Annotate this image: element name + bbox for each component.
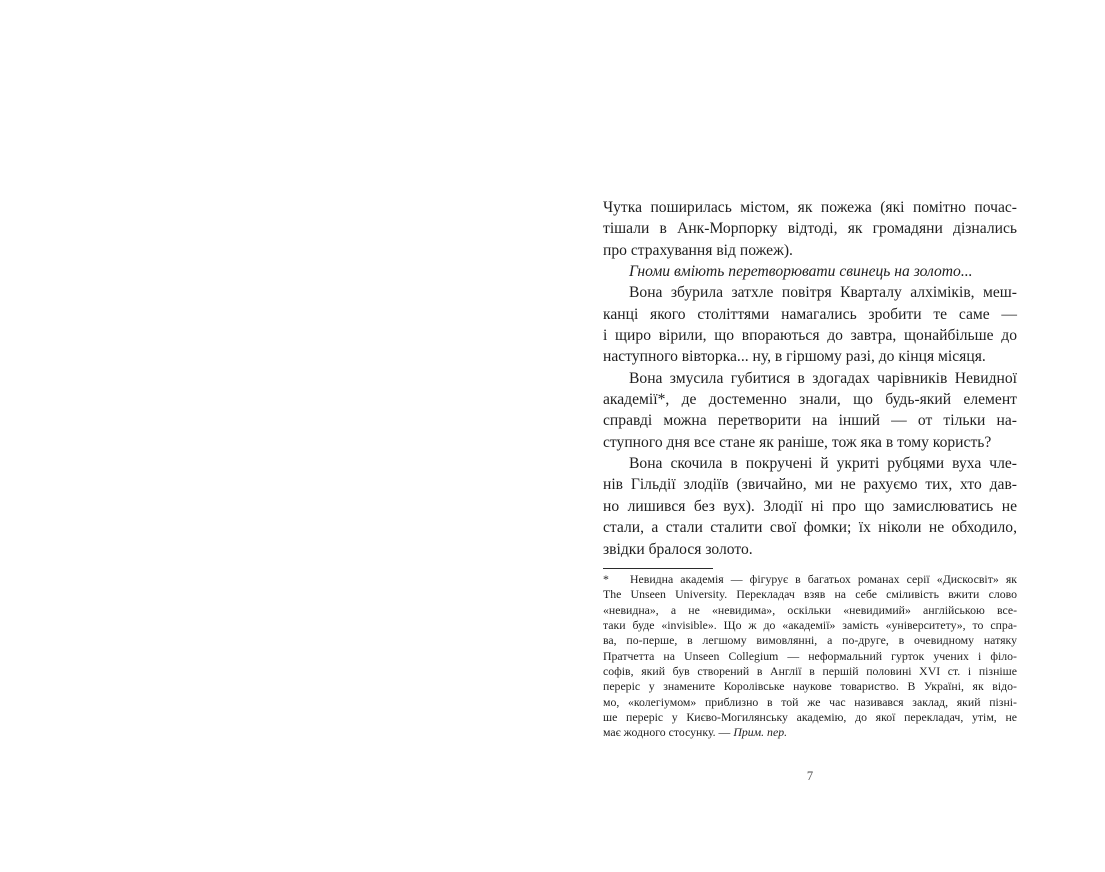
footnote-last-line-text: має жодного стосунку. — [603, 725, 734, 740]
footnote-line: «невидна», а не «невидима», оскільки «невидимий» англійською все- [603, 602, 1017, 617]
footnote-separator [603, 568, 713, 569]
footnote-line: Пратчетта на Unseen Collegium — неформальний гурток учених і філо- [603, 648, 1017, 663]
footnote-line: таки буде «invisible». Що ж до «академії» замість «університету», то спра- [603, 618, 1017, 633]
footnote-marker: * [603, 572, 609, 586]
text-line: Вона змусила губитися в здогадах чарівників Невидної [629, 369, 1017, 387]
text-line: Вона збурила затхле повітря Кварталу алхіміків, меш- [629, 284, 1017, 302]
text-line: справді можна перетворити на інший — от тільки на- [603, 412, 1017, 430]
text-line: академії*, де достеменно знали, що будь-який елемент [603, 391, 1017, 409]
text-line: звідки бралося золото. [603, 540, 753, 558]
footnote-line: мо, «колегіумом» приблизно в той же час називався заклад, який пізні- [603, 694, 1017, 709]
text-line: но лишився без вух). Злодії ні про що замислюватись не [603, 497, 1017, 515]
text-line: тішали в Анк-Морпорку відтоді, як громадяни дізнались [603, 220, 1017, 238]
footnote-line: софів, який був створений в Англії в першій половині XVI ст. і пізніше [603, 664, 1017, 679]
footnote-line: переріс у знамените Королівське наукове товариство. В Україні, як відо- [603, 679, 1017, 694]
body-text [603, 197, 1017, 560]
text-line: Чутка поширилась містом, як пожежа (які помітно почас- [603, 199, 1017, 216]
text-line: про страхування від пожеж). [603, 241, 793, 259]
text-line: канці якого століттями намагались зробити те саме — [603, 305, 1017, 323]
footnote-line: ва, по-перше, в легшому вимовлянні, а по-друге, в очевидному натяку [603, 633, 1017, 648]
footnote [603, 572, 1017, 741]
text-line: Вона скочила в покручені й укриті рубцями вуха чле- [629, 455, 1017, 473]
text-line: наступного вівторка... ну, в гіршому разі, до кінця місяця. [603, 348, 986, 366]
page-number: 7 [806, 769, 814, 783]
text-line: і щиро вірили, що впораються до завтра, щонайбільше до [603, 327, 1017, 345]
footnote-first-line [603, 572, 1017, 587]
text-line: стали, а стали сталити свої фомки; їх ніколи не обходило, [603, 519, 1017, 537]
footnote-line: The Unseen University. Перекладач взяв на себе сміливість вжити слово [603, 587, 1017, 602]
footnote-first-line-text: Невидна академія — фігурує в багатьох романах серії «Дискосвіт» як [630, 572, 1017, 586]
footnote-middle-lines [603, 587, 1017, 725]
footnote-last-line [603, 725, 1017, 740]
footnote-translator-note: Прим. пер. [733, 725, 788, 740]
text-line: ступного дня все стане як раніше, тож яка в тому користь? [603, 433, 992, 451]
text-line: нів Гільдії злодіїв (звичайно, ми не рахуємо тих, хто дав- [603, 476, 1017, 494]
footnote-line: ше переріс у Києво-Могилянську академію, до якої перекладач, утім, не [603, 710, 1017, 725]
text-line: Гноми вміють перетворювати свинець на золото... [629, 263, 973, 281]
